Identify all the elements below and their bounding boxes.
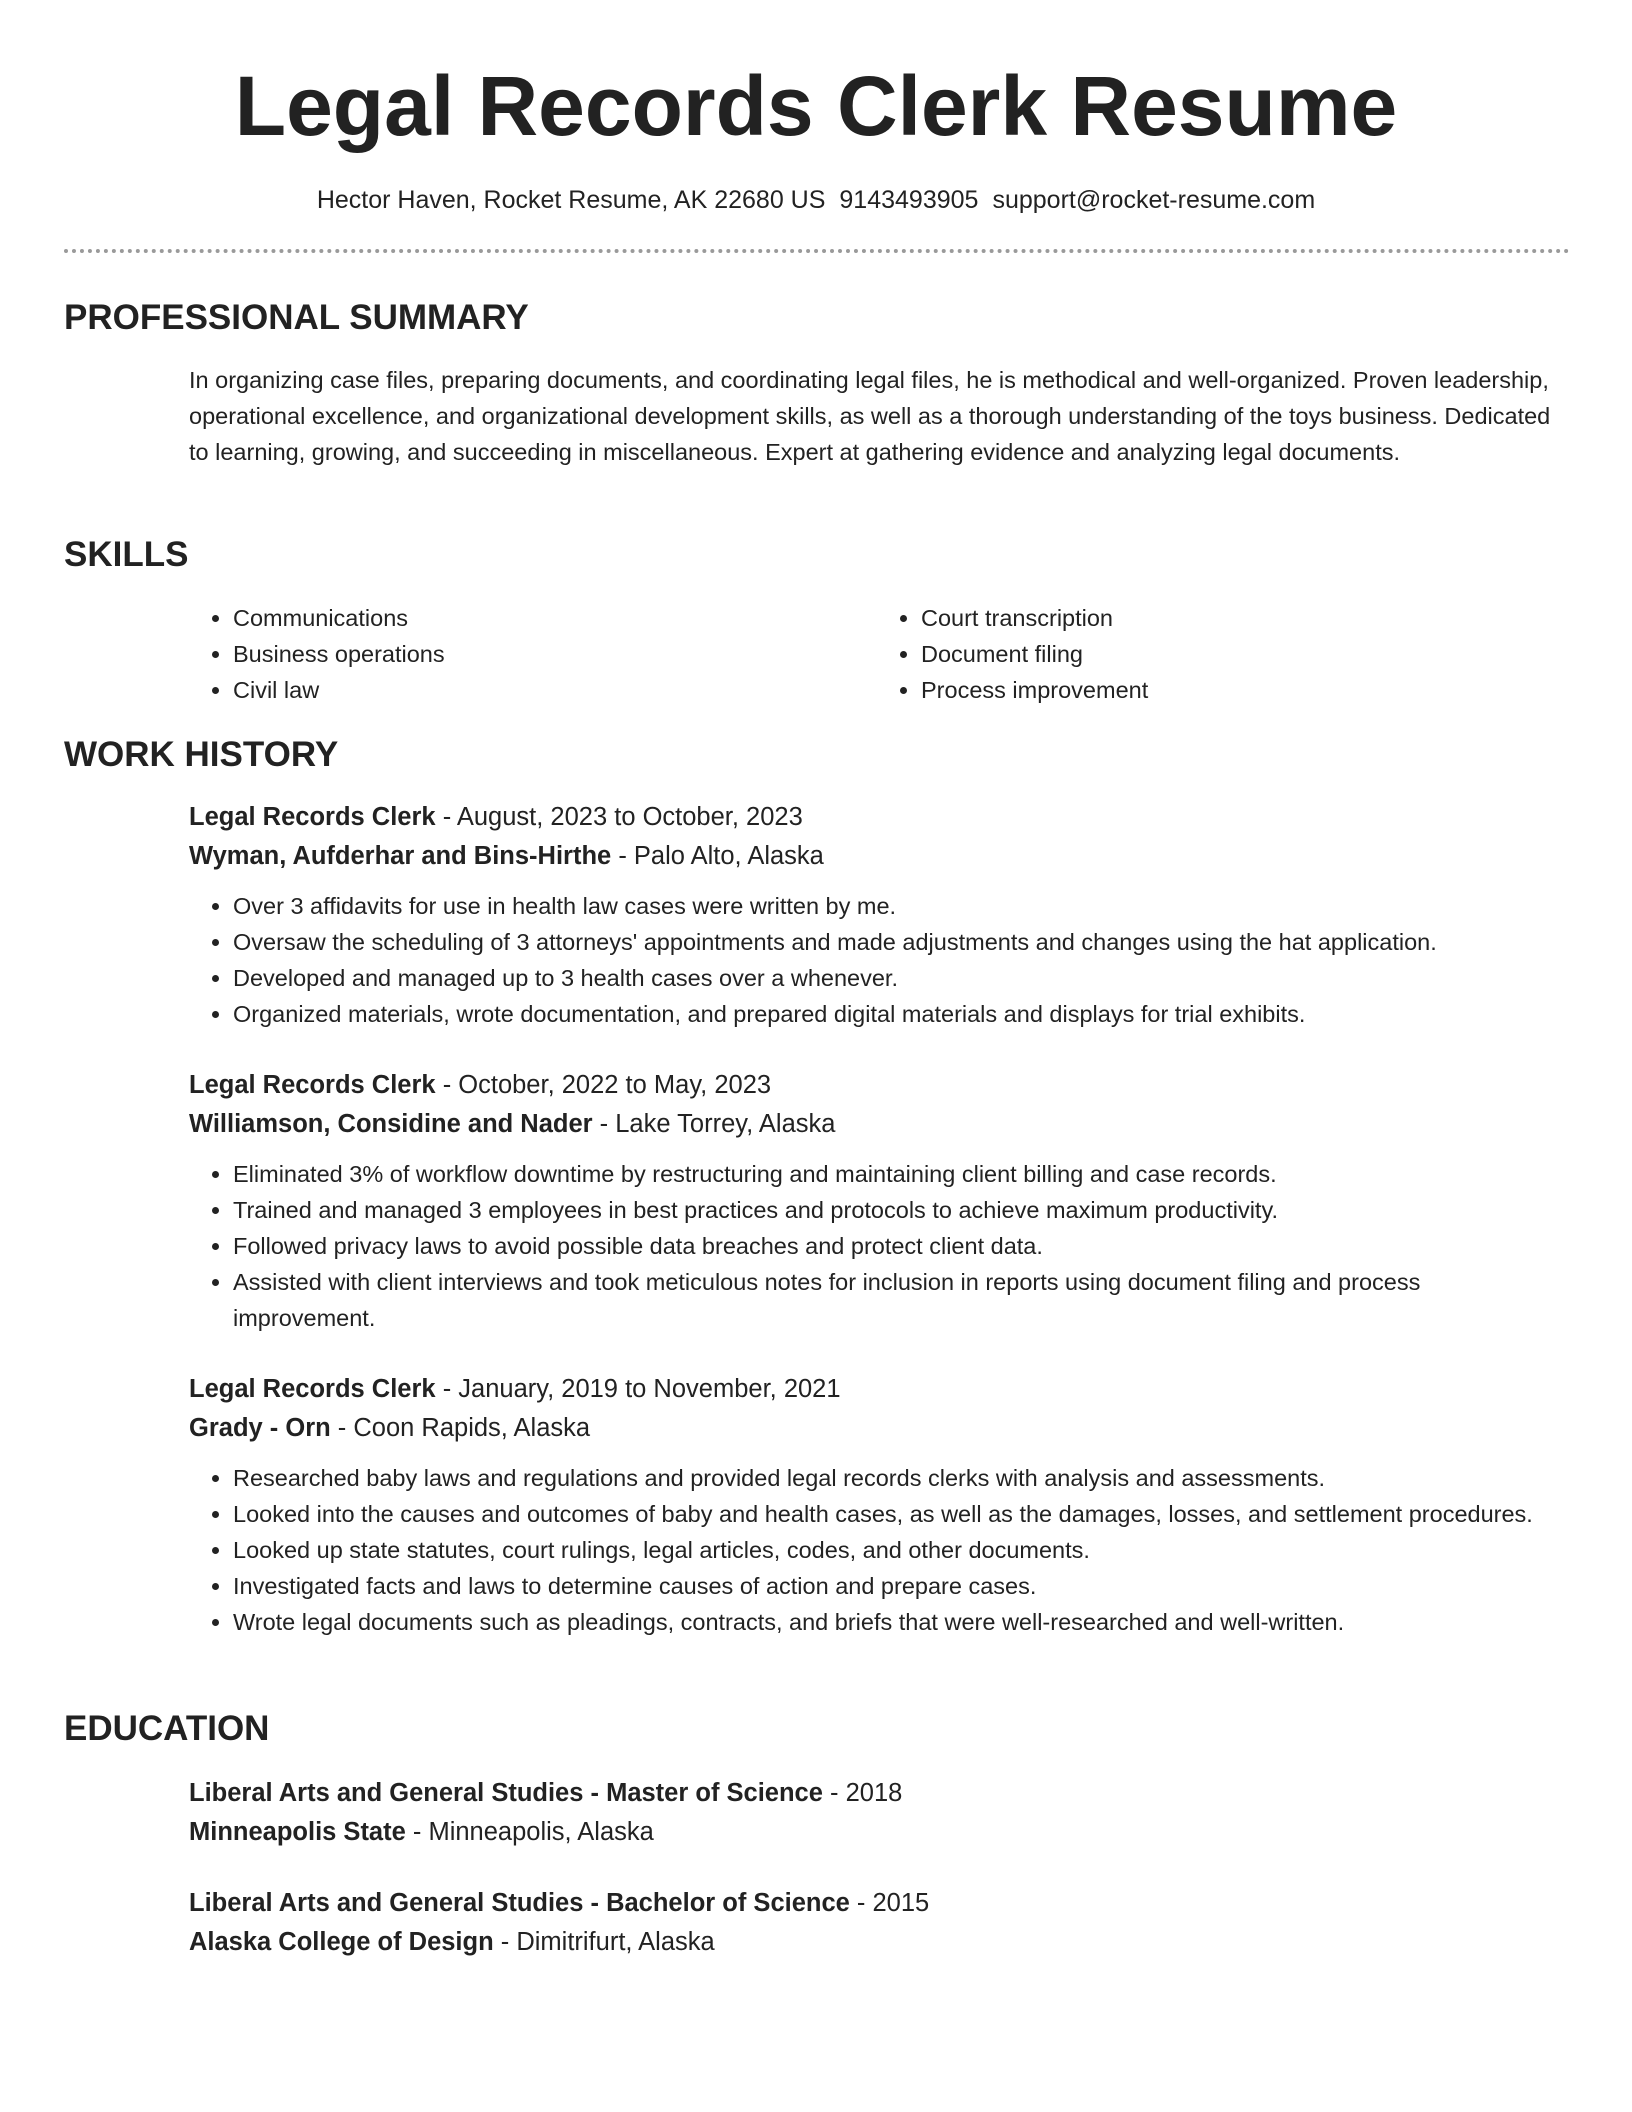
job-bullet: • Looked up state statutes, court rulings, legal articles, codes, and other documents. [233, 1532, 1569, 1568]
education-location: - Dimitrifurt, Alaska [493, 1928, 715, 1956]
summary-heading: PROFESSIONAL SUMMARY [64, 298, 529, 337]
header-divider [64, 249, 1570, 253]
education-year: - 2015 [849, 1889, 930, 1917]
skills-column-right [877, 600, 1561, 708]
job-dates: - October, 2022 to May, 2023 [435, 1071, 772, 1099]
job-company-line [189, 1409, 1569, 1448]
education-degree: Liberal Arts and General Studies - Master of Science [189, 1779, 823, 1807]
job-bullets [189, 888, 1569, 1032]
job-title: Legal Records Clerk [189, 803, 436, 831]
job-company: Williamson, Considine and Nader [189, 1110, 593, 1138]
contact-email: support@rocket-resume.com [992, 186, 1316, 214]
job-company: Grady - Orn [189, 1414, 331, 1442]
education-school: Alaska College of Design [189, 1928, 494, 1956]
skill-item: • Court transcription [921, 600, 1561, 636]
job-bullet: • Assisted with client interviews and took meticulous notes for inclusion in reports using document filing and process improvement. [233, 1264, 1569, 1336]
skills-column-left [189, 600, 873, 708]
job-bullet: • Eliminated 3% of workflow downtime by restructuring and maintaining client billing and case records. [233, 1156, 1569, 1192]
job-location: - Coon Rapids, Alaska [330, 1414, 591, 1442]
job-bullet: • Oversaw the scheduling of 3 attorneys' appointments and made adjustments and changes using the hat application. [233, 924, 1569, 960]
job-title-line [189, 1066, 1569, 1105]
education-heading: EDUCATION [64, 1709, 270, 1748]
education-location: - Minneapolis, Alaska [405, 1818, 654, 1846]
job-location: - Lake Torrey, Alaska [592, 1110, 836, 1138]
job-bullet: • Over 3 affidavits for use in health law cases were written by me. [233, 888, 1569, 924]
work-heading: WORK HISTORY [64, 735, 339, 774]
job-bullet: • Developed and managed up to 3 health cases over a whenever. [233, 960, 1569, 996]
education-year: - 2018 [822, 1779, 903, 1807]
skills-heading: SKILLS [64, 535, 189, 574]
job-entry [189, 1370, 1569, 1640]
skill-item: • Business operations [233, 636, 873, 672]
job-bullets [189, 1460, 1569, 1640]
job-company-line [189, 837, 1569, 876]
job-bullet: • Followed privacy laws to avoid possible data breaches and protect client data. [233, 1228, 1569, 1264]
job-location: - Palo Alto, Alaska [611, 842, 824, 870]
job-bullets [189, 1156, 1569, 1336]
skill-item: • Document filing [921, 636, 1561, 672]
job-bullet: • Researched baby laws and regulations and provided legal records clerks with analysis and assessments. [233, 1460, 1569, 1496]
job-company-line [189, 1105, 1569, 1144]
education-degree-line [189, 1774, 1569, 1813]
job-dates: - August, 2023 to October, 2023 [435, 803, 803, 831]
resume-title: Legal Records Clerk Resume [234, 59, 1398, 153]
job-dates: - January, 2019 to November, 2021 [435, 1375, 841, 1403]
skills-list [189, 600, 1569, 708]
job-bullet: • Investigated facts and laws to determine causes of action and prepare cases. [233, 1568, 1569, 1604]
summary-text: In organizing case files, preparing documents, and coordinating legal files, he is methodical and well-organized. Proven leadership, operational excellence, and organizational development skills, as well as a thorough understanding of the toys business. Dedicated to learning, growing, and succeeding in miscellaneous. Expert at gathering evidence and analyzing legal documents. [189, 367, 1551, 465]
job-title: Legal Records Clerk [189, 1071, 436, 1099]
education-school-line [189, 1813, 1569, 1852]
job-bullet: • Organized materials, wrote documentation, and prepared digital materials and displays for trial exhibits. [233, 996, 1569, 1032]
skill-item: • Civil law [233, 672, 873, 708]
contact-phone: 9143493905 [839, 186, 979, 214]
education-school: Minneapolis State [189, 1818, 406, 1846]
job-company: Wyman, Aufderhar and Bins-Hirthe [189, 842, 612, 870]
job-title: Legal Records Clerk [189, 1375, 436, 1403]
job-entry [189, 1066, 1569, 1336]
job-title-line [189, 1370, 1569, 1409]
education-school-line [189, 1923, 1569, 1962]
job-bullet: • Trained and managed 3 employees in best practices and protocols to achieve maximum productivity. [233, 1192, 1569, 1228]
job-bullet: • Looked into the causes and outcomes of baby and health cases, as well as the damages, losses, and settlement procedures. [233, 1496, 1569, 1532]
job-bullet: • Wrote legal documents such as pleadings, contracts, and briefs that were well-researched and well-written. [233, 1604, 1569, 1640]
job-title-line [189, 798, 1569, 837]
contact-line [0, 184, 1632, 216]
education-degree: Liberal Arts and General Studies - Bachelor of Science [189, 1889, 850, 1917]
education-entry [189, 1774, 1569, 1852]
contact-address: Hector Haven, Rocket Resume, AK 22680 US [316, 186, 826, 214]
education-degree-line [189, 1884, 1569, 1923]
skill-item: • Communications [233, 600, 873, 636]
skill-item: • Process improvement [921, 672, 1561, 708]
education-entry [189, 1884, 1569, 1962]
job-entry [189, 798, 1569, 1032]
